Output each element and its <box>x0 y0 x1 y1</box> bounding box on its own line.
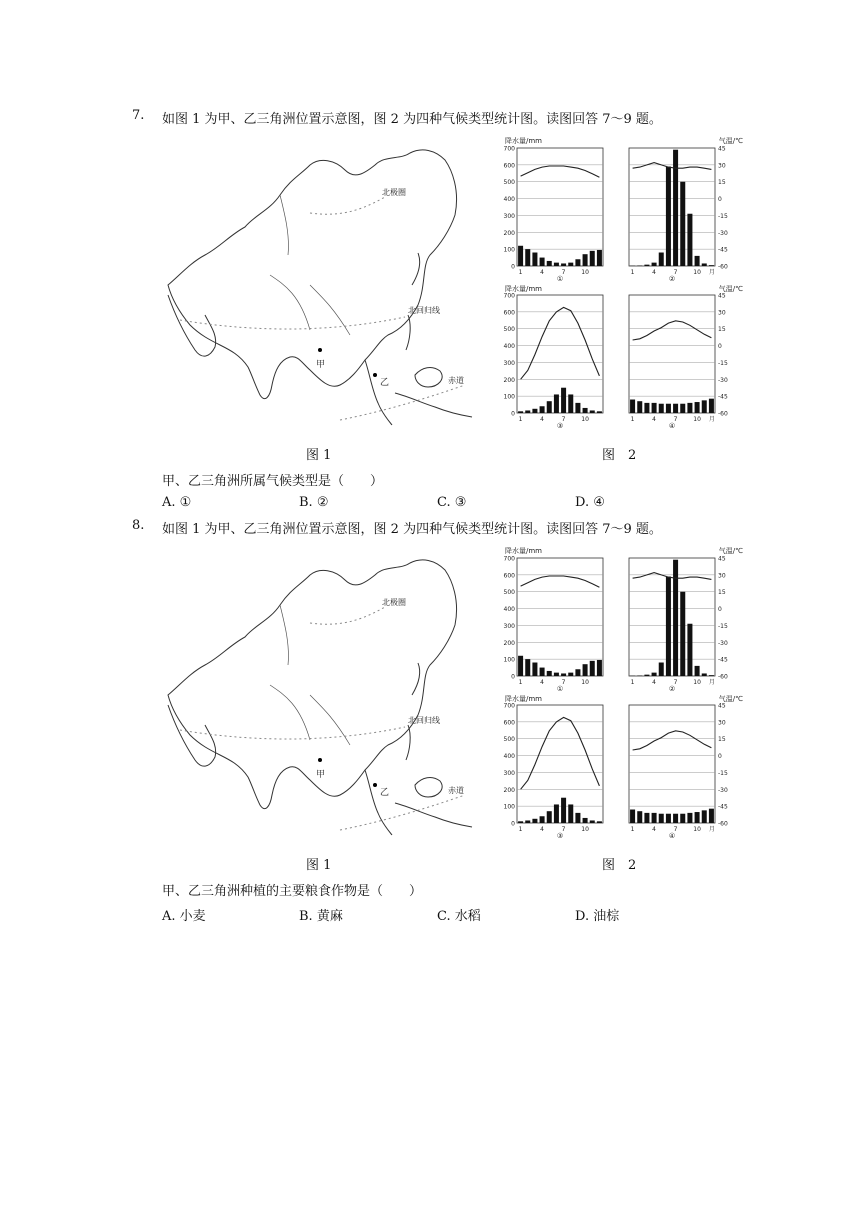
malay-peninsula <box>365 770 392 835</box>
precipitation-axis-label: 降水量/mm <box>505 695 542 703</box>
precip-bar <box>702 263 707 266</box>
precip-bar <box>583 408 588 413</box>
precip-bar <box>652 673 657 676</box>
panel-id-label: ② <box>668 275 676 283</box>
equator-line <box>340 795 465 830</box>
option-c[interactable]: C. ③ <box>437 495 467 510</box>
month-unit-label: 月 <box>708 679 715 686</box>
precip-bar <box>687 813 692 823</box>
precip-tick-label: 500 <box>503 326 515 334</box>
precip-bar <box>583 254 588 266</box>
temp-tick-label: 45 <box>718 145 726 153</box>
temp-tick-label: -60 <box>718 673 728 681</box>
precip-bar <box>644 265 649 266</box>
temp-tick-label: -45 <box>718 393 728 401</box>
precip-tick-label: 0 <box>511 673 515 681</box>
precip-bar <box>695 402 700 413</box>
arabia-outline <box>168 705 216 766</box>
precip-bar <box>518 411 523 413</box>
figure-1-caption: 图 1 <box>306 858 332 873</box>
asia-coastline <box>168 560 457 809</box>
panel-id-label: ① <box>556 685 564 693</box>
temperature-axis-label: 气温/℃ <box>718 285 743 293</box>
temp-tick-label: 15 <box>718 589 726 597</box>
precip-bar <box>561 798 566 823</box>
precip-bar <box>666 167 671 266</box>
temp-tick-label: -60 <box>718 820 728 828</box>
precip-bar <box>525 410 530 413</box>
precip-bar <box>695 256 700 266</box>
panel-id-label: ④ <box>668 422 676 430</box>
yi-marker <box>373 373 377 377</box>
option-a[interactable]: A. ① <box>162 495 192 510</box>
precip-bar <box>644 813 649 823</box>
precip-tick-label: 700 <box>503 555 515 563</box>
tropic-of-cancer-label: 北回归线 <box>408 716 440 725</box>
precip-bar <box>568 394 573 413</box>
climate-panel <box>504 703 603 841</box>
month-tick-label: 10 <box>693 679 701 686</box>
precip-bar <box>630 400 635 413</box>
month-tick-label: 4 <box>652 679 656 686</box>
yi-marker <box>373 783 377 787</box>
precip-bar <box>532 819 537 823</box>
tropic-of-cancer-line <box>180 727 405 739</box>
figure-2-caption: 图 2 <box>602 858 637 873</box>
precip-bar <box>561 388 566 413</box>
precip-bar <box>673 404 678 413</box>
precip-bar <box>532 663 537 676</box>
precip-bar <box>659 253 664 266</box>
precip-bar <box>673 814 678 823</box>
month-tick-label: 4 <box>540 826 544 833</box>
month-tick-label: 1 <box>630 269 635 276</box>
question-stem: 如图 1 为甲、乙三角洲位置示意图，图 2 为四种气候类型统计图。读图回答 7～9 题。 <box>162 522 662 537</box>
jia-marker <box>318 348 322 352</box>
precip-bar <box>532 253 537 266</box>
precip-tick-label: 400 <box>503 753 515 761</box>
precip-bar <box>709 809 714 823</box>
temp-tick-label: 45 <box>718 702 726 710</box>
temp-tick-label: 15 <box>718 179 726 187</box>
precip-bar <box>547 261 552 266</box>
precip-bar <box>652 263 657 266</box>
yi-label: 乙 <box>380 378 390 388</box>
month-tick-label: 4 <box>540 679 544 686</box>
asia-map-figure-1 <box>160 135 490 435</box>
precip-tick-label: 100 <box>503 393 515 401</box>
arctic-circle-line <box>310 607 385 624</box>
precip-bar <box>597 821 602 823</box>
month-tick-label: 7 <box>561 826 566 833</box>
arctic-circle-line <box>310 197 385 214</box>
panel-id-label: ① <box>556 275 564 283</box>
month-tick-label: 10 <box>693 269 701 276</box>
tropic-of-cancer-label: 北回归线 <box>408 306 440 315</box>
precip-bar <box>575 669 580 676</box>
figure-1-caption: 图 1 <box>306 448 332 463</box>
precip-bar <box>540 816 545 823</box>
precip-tick-label: 600 <box>503 719 515 727</box>
equator-label: 赤道 <box>448 376 464 385</box>
precip-tick-label: 0 <box>511 263 515 271</box>
precip-bar <box>554 673 559 676</box>
temperature-line <box>521 576 600 587</box>
question-number: 7. <box>132 108 145 123</box>
temp-tick-label: -60 <box>718 410 728 418</box>
precip-bar <box>554 263 559 266</box>
panel-id-label: ③ <box>556 422 564 430</box>
month-tick-label: 10 <box>581 416 589 423</box>
panel-frame <box>629 148 715 266</box>
temp-tick-label: 0 <box>718 343 722 351</box>
month-tick-label: 1 <box>630 679 635 686</box>
precip-bar <box>637 401 642 413</box>
month-tick-label: 1 <box>518 679 523 686</box>
temp-tick-label: -45 <box>718 803 728 811</box>
precip-bar <box>673 560 678 676</box>
temp-tick-label: 30 <box>718 719 726 727</box>
temp-tick-label: 0 <box>718 196 722 204</box>
precip-bar <box>687 214 692 266</box>
precip-tick-label: 300 <box>503 769 515 777</box>
arctic-circle-label: 北极圈 <box>382 188 406 197</box>
precipitation-axis-label: 降水量/mm <box>505 547 542 555</box>
panel-id-label: ③ <box>556 832 564 840</box>
precip-tick-label: 400 <box>503 606 515 614</box>
climate-panel <box>504 556 603 694</box>
temp-tick-label: -30 <box>718 786 728 794</box>
temperature-line <box>633 321 712 340</box>
month-unit-label: 月 <box>708 416 715 423</box>
precip-tick-label: 0 <box>511 820 515 828</box>
climate-panel <box>629 703 728 841</box>
precip-bar <box>597 411 602 413</box>
precip-bar <box>637 811 642 823</box>
sub-question: 甲、乙三角洲所属气候类型是（ ） <box>162 474 384 489</box>
asia-coastline <box>168 150 457 399</box>
month-tick-label: 1 <box>630 826 635 833</box>
precip-bar <box>518 246 523 266</box>
precip-bar <box>525 249 530 266</box>
precip-bar <box>518 656 523 676</box>
equator-label: 赤道 <box>448 786 464 795</box>
precip-bar <box>547 811 552 823</box>
climate-panel <box>629 556 728 694</box>
precip-bar <box>547 671 552 676</box>
rivers <box>270 605 350 745</box>
precip-bar <box>652 403 657 413</box>
month-tick-label: 1 <box>518 416 523 423</box>
precip-tick-label: 100 <box>503 246 515 254</box>
temp-tick-label: -60 <box>718 263 728 271</box>
precip-tick-label: 500 <box>503 179 515 187</box>
precip-bar <box>695 812 700 823</box>
precip-bar <box>554 394 559 413</box>
figure-2-caption: 图 2 <box>602 448 637 463</box>
temperature-line <box>521 307 600 379</box>
precip-tick-label: 200 <box>503 376 515 384</box>
precip-bar <box>575 259 580 266</box>
precip-bar <box>575 813 580 823</box>
precip-tick-label: 500 <box>503 736 515 744</box>
precip-bar <box>540 258 545 266</box>
panel-frame <box>629 705 715 823</box>
precip-tick-label: 500 <box>503 589 515 597</box>
precip-tick-label: 600 <box>503 572 515 580</box>
month-tick-label: 4 <box>652 416 656 423</box>
option-c[interactable]: C. 水稻 <box>437 909 481 924</box>
precip-bar <box>709 265 714 266</box>
temperature-line <box>633 731 712 750</box>
precip-tick-label: 300 <box>503 359 515 367</box>
precip-bar <box>673 150 678 266</box>
precip-bar <box>590 820 595 823</box>
precip-bar <box>637 675 642 676</box>
precip-tick-label: 700 <box>503 702 515 710</box>
month-tick-label: 10 <box>581 269 589 276</box>
precip-bar <box>666 814 671 823</box>
precip-bar <box>518 821 523 823</box>
temp-tick-label: -30 <box>718 229 728 237</box>
precip-bar <box>666 577 671 676</box>
precip-bar <box>561 263 566 266</box>
temp-tick-label: 15 <box>718 326 726 334</box>
precip-tick-label: 700 <box>503 292 515 300</box>
precip-bar <box>554 804 559 823</box>
climate-panel <box>504 293 603 431</box>
precip-bar <box>680 182 685 266</box>
month-tick-label: 7 <box>673 269 678 276</box>
temperature-axis-label: 气温/℃ <box>718 547 743 555</box>
month-tick-label: 1 <box>518 269 523 276</box>
precip-bar <box>687 624 692 676</box>
month-unit-label: 月 <box>708 826 715 833</box>
month-tick-label: 7 <box>561 679 566 686</box>
precip-bar <box>561 673 566 676</box>
panel-frame <box>629 558 715 676</box>
borneo-outline <box>415 368 442 387</box>
temperature-axis-label: 气温/℃ <box>718 695 743 703</box>
climate-panel <box>629 146 728 284</box>
option-d[interactable]: D. ④ <box>575 495 605 510</box>
japan-philippines-outline <box>406 663 420 760</box>
precip-tick-label: 400 <box>503 196 515 204</box>
temperature-line <box>521 717 600 789</box>
precip-bar <box>597 660 602 676</box>
precip-bar <box>680 592 685 676</box>
precip-bar <box>568 804 573 823</box>
arabia-outline <box>168 295 216 356</box>
precip-bar <box>590 410 595 413</box>
precip-bar <box>568 673 573 676</box>
precip-bar <box>547 401 552 413</box>
temp-tick-label: 30 <box>718 309 726 317</box>
temp-tick-label: 0 <box>718 606 722 614</box>
precip-bar <box>644 675 649 676</box>
precip-tick-label: 400 <box>503 343 515 351</box>
option-b[interactable]: B. ② <box>299 495 329 510</box>
month-tick-label: 7 <box>561 269 566 276</box>
precip-bar <box>568 263 573 266</box>
month-tick-label: 4 <box>540 416 544 423</box>
temperature-line <box>633 163 712 170</box>
precip-bar <box>525 659 530 676</box>
precip-bar <box>583 818 588 823</box>
month-tick-label: 7 <box>673 826 678 833</box>
yi-label: 乙 <box>380 788 390 798</box>
precip-bar <box>630 810 635 823</box>
precip-bar <box>540 668 545 676</box>
temp-tick-label: 45 <box>718 555 726 563</box>
question-number: 8. <box>132 518 145 533</box>
option-d[interactable]: D. 油棕 <box>575 909 620 924</box>
equator-line <box>340 385 465 420</box>
precip-bar <box>687 403 692 413</box>
option-a[interactable]: A. 小麦 <box>162 909 206 924</box>
option-b[interactable]: B. 黄麻 <box>299 909 343 924</box>
borneo-outline <box>415 778 442 797</box>
precip-bar <box>695 666 700 676</box>
precip-bar <box>709 675 714 676</box>
temp-tick-label: 45 <box>718 292 726 300</box>
precipitation-axis-label: 降水量/mm <box>505 285 542 293</box>
month-unit-label: 月 <box>708 269 715 276</box>
temp-tick-label: -45 <box>718 656 728 664</box>
precip-tick-label: 200 <box>503 786 515 794</box>
panel-id-label: ② <box>668 685 676 693</box>
sub-question: 甲、乙三角洲种植的主要粮食作物是（ ） <box>162 884 423 899</box>
precip-tick-label: 0 <box>511 410 515 418</box>
sumatra-java-outline <box>395 393 472 417</box>
jia-marker <box>318 758 322 762</box>
temp-tick-label: -30 <box>718 376 728 384</box>
precip-tick-label: 100 <box>503 803 515 811</box>
precip-bar <box>702 810 707 823</box>
temp-tick-label: -15 <box>718 769 728 777</box>
month-tick-label: 7 <box>673 679 678 686</box>
precip-bar <box>583 664 588 676</box>
precip-tick-label: 700 <box>503 145 515 153</box>
japan-philippines-outline <box>406 253 420 350</box>
temp-tick-label: 30 <box>718 572 726 580</box>
temperature-line <box>521 166 600 177</box>
panel-frame <box>629 295 715 413</box>
asia-map-figure-1 <box>160 545 490 845</box>
malay-peninsula <box>365 360 392 425</box>
rivers <box>270 195 350 335</box>
panel-id-label: ④ <box>668 832 676 840</box>
month-tick-label: 1 <box>518 826 523 833</box>
precip-tick-label: 200 <box>503 639 515 647</box>
precip-bar <box>680 814 685 823</box>
month-tick-label: 4 <box>540 269 544 276</box>
precip-bar <box>540 406 545 413</box>
temp-tick-label: 30 <box>718 162 726 170</box>
precip-bar <box>659 404 664 413</box>
precip-bar <box>659 814 664 823</box>
temp-tick-label: 0 <box>718 753 722 761</box>
precip-tick-label: 300 <box>503 212 515 220</box>
month-tick-label: 4 <box>652 269 656 276</box>
precip-tick-label: 200 <box>503 229 515 237</box>
temp-tick-label: -30 <box>718 639 728 647</box>
month-tick-label: 10 <box>693 416 701 423</box>
precip-tick-label: 300 <box>503 622 515 630</box>
precip-bar <box>590 251 595 266</box>
month-tick-label: 10 <box>581 826 589 833</box>
jia-label: 甲 <box>316 360 326 370</box>
precip-tick-label: 600 <box>503 309 515 317</box>
arctic-circle-label: 北极圈 <box>382 598 406 607</box>
temp-tick-label: -45 <box>718 246 728 254</box>
precip-tick-label: 600 <box>503 162 515 170</box>
temp-tick-label: -15 <box>718 212 728 220</box>
precip-bar <box>525 820 530 823</box>
precip-bar <box>575 403 580 413</box>
jia-label: 甲 <box>316 770 326 780</box>
precip-bar <box>702 673 707 676</box>
temp-tick-label: -15 <box>718 622 728 630</box>
climate-panel <box>629 293 728 431</box>
precip-bar <box>659 663 664 676</box>
climate-charts-figure-2 <box>505 135 745 435</box>
precipitation-axis-label: 降水量/mm <box>505 137 542 145</box>
climate-panel <box>504 146 603 284</box>
precip-bar <box>532 409 537 413</box>
month-tick-label: 10 <box>693 826 701 833</box>
question-stem: 如图 1 为甲、乙三角洲位置示意图，图 2 为四种气候类型统计图。读图回答 7～9 题。 <box>162 112 662 127</box>
tropic-of-cancer-line <box>180 317 405 329</box>
temp-tick-label: 15 <box>718 736 726 744</box>
month-tick-label: 1 <box>630 416 635 423</box>
precip-bar <box>590 661 595 676</box>
temperature-axis-label: 气温/℃ <box>718 137 743 145</box>
precip-bar <box>597 250 602 266</box>
precip-tick-label: 100 <box>503 656 515 664</box>
precip-bar <box>709 399 714 413</box>
precip-bar <box>652 813 657 823</box>
precip-bar <box>666 404 671 413</box>
precip-bar <box>702 400 707 413</box>
sumatra-java-outline <box>395 803 472 827</box>
precip-bar <box>637 265 642 266</box>
temperature-line <box>633 573 712 580</box>
month-tick-label: 7 <box>673 416 678 423</box>
precip-bar <box>644 403 649 413</box>
temp-tick-label: -15 <box>718 359 728 367</box>
month-tick-label: 4 <box>652 826 656 833</box>
precip-bar <box>680 404 685 413</box>
month-tick-label: 7 <box>561 416 566 423</box>
climate-charts-figure-2 <box>505 545 745 845</box>
month-tick-label: 10 <box>581 679 589 686</box>
